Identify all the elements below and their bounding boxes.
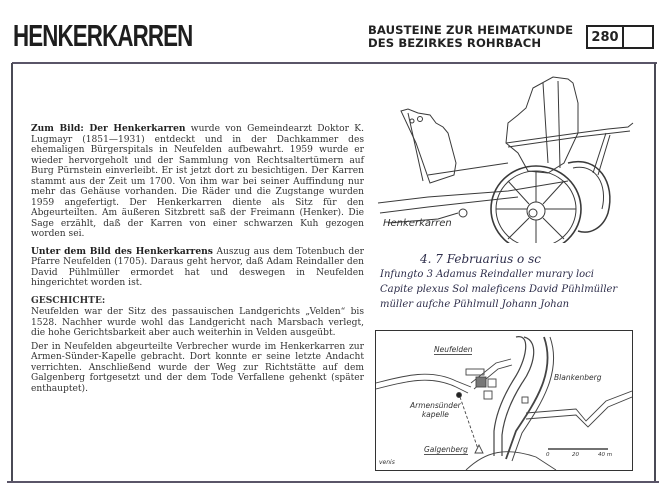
map-label-armensuender-kapelle <box>410 401 461 419</box>
map-label-blankenberg: Blankenberg <box>554 373 602 382</box>
map-scale-mid: 20 <box>572 452 579 458</box>
paragraph-deathbook <box>31 247 364 289</box>
sheet-number-box <box>586 25 654 49</box>
frame-bottom-rule <box>7 481 659 483</box>
map-label-neufelden: Neufelden <box>434 345 473 354</box>
sheet-number: 280 <box>588 27 624 47</box>
map-scale-end: 40 m <box>598 452 613 458</box>
frame-left-rule <box>11 63 13 481</box>
series-title-line1: BAUSTEINE ZUR HEIMATKUNDE <box>368 23 574 37</box>
paragraph-deathbook-lead: Unter dem Bild des Henkerkarrens <box>31 245 213 257</box>
handwriting-line-2: Infungto 3 Adamus Reindaller murary loci <box>380 269 594 280</box>
deathbook-excerpt-handwriting <box>380 252 630 312</box>
map-scale-start: 0 <box>546 452 550 458</box>
map-label-galgenberg: Galgenberg <box>424 445 468 454</box>
illustration-caption: Henkerkarren <box>383 218 452 229</box>
series-title <box>368 24 573 50</box>
handwriting-line-3: Capite plexus Sol maleficens David Pühlmüller <box>380 284 618 295</box>
paragraph-picture <box>31 124 364 240</box>
history-heading: GESCHICHTE: <box>31 294 106 306</box>
series-title-line2: DES BEZIRKES ROHRBACH <box>368 36 542 50</box>
map-label-kapelle-line2: kapelle <box>421 410 449 419</box>
paragraph-deathbook-body: Auszug aus dem Totenbuch der Pfarre Neufelden (1705). Daraus geht hervor, daß Adam Reindaller den David Pühlmüller ermordet hat und deswegen in Neufelden hingerichtet worden ist. <box>31 246 364 288</box>
body-text-column <box>31 124 364 401</box>
sheet-number-extra <box>624 27 652 47</box>
paragraph-picture-body: wurde von Gemeindearzt Doktor K. Lugmayr (1851—1931) entdeckt und in der Dachkammer des ehemaligen Bürgerspitals in Neufelden aufbewahrt. 1959 wurde er wieder hervorgeholt und der Sammlung von Rechtsaltertümern auf Burg Pürnstein einverleibt. Er ist jetzt dort zu besichtigen. Der Karren stammt aus der Zeit um 1700. Von ihm war bei seiner Auffindung nur mehr das Gehäuse vorhanden. Die Räder und die Zugstange wurden 1959 angefertigt. Der Henkerkarren diente als Sitz für den Abgeurteilten. Am äußeren Sitzbrett saß der Freimann (Henker). Die Sage erzählt, daß der Karren von einer schwarzen Kuh gezogen worden sei. <box>31 124 364 239</box>
page-title: HENKERKARREN <box>13 18 193 53</box>
frame-right-rule <box>654 63 656 481</box>
paragraph-picture-lead: Zum Bild: Der Henkerkarren <box>31 123 186 134</box>
hangman-cart-illustration <box>368 63 638 243</box>
map-label-kapelle-line1: Armensünder <box>410 401 461 410</box>
location-map <box>375 330 633 471</box>
paragraph-history-2: Der in Neufelden abgeurteilte Verbrecher wurde im Henkerkarren zur Armen-Sünder-Kapelle gebracht. Dort konnte er seine letzte Andacht verrichten. Anschließend wurde der Weg zur Richtstätte auf dem Galgenberg fortgesetzt und der dem Tode Verfallene gehenkt (später enthauptet). <box>31 341 364 394</box>
paragraph-history-1: Neufelden war der Sitz des passauischen Landgerichts „Velden“ bis 1528. Nachher wurde wohl das Landgericht nach Marsbach verlegt, die hohe Gerichtsbarkeit aber auch weiterhin in Velden ausgeübt. <box>31 307 364 338</box>
handwriting-line-1: 4. 7 Februarius o sc <box>420 252 541 266</box>
map-credit: venis <box>379 459 395 466</box>
handwriting-line-4: müller aufche Pühlmull Johann Johan <box>380 299 570 310</box>
